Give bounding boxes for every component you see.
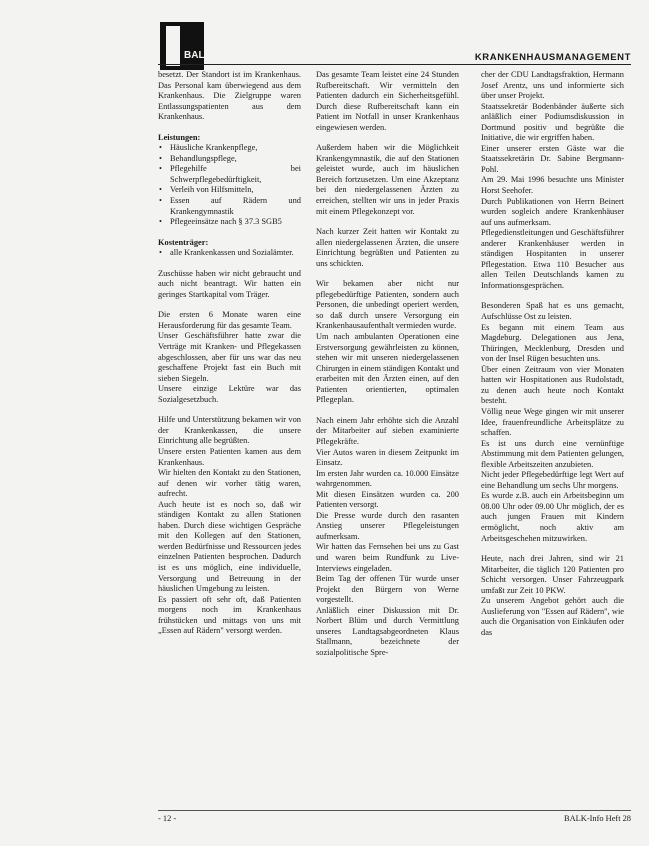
paragraph: Staatssekretär Bodenbänder äußerte sich anläßlich einer Podiumsdiskussion in Dortmund positiv und begrüßte die Initiative, die wir ergriffen haben. [481,101,624,143]
paragraph: Im ersten Jahr wurden ca. 10.000 Einsätze wahrgenommen. [316,468,459,489]
paragraph: Besonderen Spaß hat es uns gemacht, Aufschlüsse Ost zu leisten. [481,301,624,322]
paragraph: Es begann mit einem Team aus Magdeburg. Delegationen aus Jena, Thüringen, Mecklenburg, Dresden und von der Insel Rügen besuchten uns. [481,322,624,364]
paragraph: cher der CDU Landtagsfraktion, Hermann Josef Arentz, uns und informierte sich über unser Projekt. [481,70,624,101]
paragraph: Unser Geschäftsführer hatte zwar die Verträge mit Kranken- und Pflegekassen abgeschlossen, aber für uns war das neu geschaffene Projekt fast ein Buch mit sieben Siegeln. [158,331,301,383]
header-rule [158,64,631,65]
page-number: - 12 - [158,814,177,823]
paragraph: Einer unserer ersten Gäste war die Staatssekretärin Dr. Sabine Bergmann-Pohl. [481,143,624,174]
kostentraeger-heading: Kostenträger: [158,237,209,247]
paragraph: Vier Autos waren in diesem Zeitpunkt im Einsatz. [316,447,459,468]
paragraph: Zuschüsse haben wir nicht gebraucht und auch nicht beantragt. Wir hatten ein geringes Startkapital vom Träger. [158,268,301,299]
paragraph: besetzt. Der Standort ist im Krankenhaus. Das Personal kam überwiegend aus dem Krankenhaus. Die Zielgruppe waren Entlassungspatienten aus dem Krankenhaus. [158,70,301,122]
paragraph: Auch heute ist es noch so, daß wir ständigen Kontakt zu allen Stationen haben. Durch diese wichtigen Gespräche mit den Kollegen auf den Stationen, werden Bedürfnisse und Ressourcen jedes einzelnen Patienten besprochen. Dadurch ist es uns möglich, eine individuelle, Versorgung und Betreuung in der häuslichen Umgebung zu leisten. [158,499,301,594]
list-item: • Häusliche Krankenpflege, [158,143,301,154]
paragraph: Es ist uns durch eine vernünftige Abstimmung mit dem Patienten gelungen, flexible Arbeitszeiten anzubieten. [481,438,624,469]
text-column-3 [481,70,624,638]
list-item: • Behandlungspflege, [158,154,301,165]
paragraph: Mit diesen Einsätzen wurden ca. 200 Patienten versorgt. [316,489,459,510]
paragraph: Hilfe und Unterstützung bekamen wir von der Krankenkassen, die unsere Einrichtung alle begrüßten. [158,415,301,446]
paragraph: Nach kurzer Zeit hatten wir Kontakt zu allen niedergelassenen Ärzten, die unsere Einrichtung begrüßten und Patienten zu uns schickten. [316,227,459,268]
svg-text:BALK: BALK [184,50,212,61]
list-item: • Pflegeeinsätze nach § 37.3 SGB5 [158,217,301,228]
paragraph: Die ersten 6 Monate waren eine Herausforderung für das gesamte Team. [158,310,301,330]
paragraph: Unsere einzige Lektüre war das Sozialgesetzbuch. [158,384,301,404]
paragraph: Wir hielten den Kontakt zu den Stationen, auf denen wir vorher tätig waren, aufrecht. [158,468,301,499]
list-item: • Essen auf Rädern und Krankengymnastik [158,196,301,217]
paragraph: Am 29. Mai 1996 besuchte uns Minister Horst Seehofer. [481,175,624,196]
paragraph: Wir bekamen aber nicht nur pflegebedürftige Patienten, sondern auch Personen, die unbedingt operiert werden, so daß durch unsere Versorgung ein Krankenhausaufenthalt vermieden wurde. [316,279,459,331]
paragraph: Das gesamte Team leistet eine 24 Stunden Rufbereitschaft. Wir vermitteln den Patienten dadurch ein Sicherheitsgefühl. Durch diese Rufbereitschaft kann ein Patient im Notfall in unser Krankenhaus eingewiesen werden. [316,70,459,132]
footer-rule [158,810,631,811]
paragraph: Es passiert oft sehr oft, daß Patienten morgens noch im Krankenhaus frühstücken und mittags von uns mit „Essen auf Rädern" versorgt werden. [158,594,301,636]
paragraph: Pflegedienstleitungen und Geschäftsführer anderer Krankenhäuser werden in ständigen Hospitanten in unserer Pflegestation. Etwa 110 Besucher aus allen Teilen Deutschlands kamen zu Informationsgesprächen. [481,228,624,290]
paragraph: Die Presse wurde durch den rasanten Anstieg unserer Pflegeleistungen aufmerksam. [316,510,459,541]
paragraph: Unsere ersten Patienten kamen aus dem Krankenhaus. [158,446,301,467]
text-column-1 [158,70,301,637]
list-item: • alle Krankenkassen und Sozialämter. [158,248,301,259]
paragraph: Heute, nach drei Jahren, sind wir 21 Mitarbeiter, die täglich 120 Patienten pro Schicht versorgen. Unser Fahrzeugpark umfaßt zur Zeit 10 PKW. [481,554,624,595]
paragraph: Durch Publikationen von Herrn Beinert wurden sogleich andere Krankenhäuser auf uns aufmerksam. [481,196,624,227]
paragraph: Wir hatten das Fernsehen bei uns zu Gast und waren beim Rundfunk zu Live-Interviews eingeladen. [316,542,459,573]
section-title: KRANKENHAUSMANAGEMENT [474,52,631,63]
paragraph: Völlig neue Wege gingen wir mit unserer Idee, frauenfreundliche Arbeitsplätze zu schaffen. [481,406,624,438]
paragraph: Anläßlich einer Diskussion mit Dr. Norbert Blüm und durch Vermittlung unseres Landtagsabgeordneten Klaus Stallmann, bezeichnete der sozialpolitische Spre- [316,605,459,657]
kostentraeger-list [158,248,301,259]
paragraph: Zu unserem Angebot gehört auch die Auslieferung von "Essen auf Rädern", wie auch die Organisation von Einkäufen oder das [481,596,624,637]
list-item: • Pflegehilfe bei Schwerpflegebedürftigkeit, [158,164,301,185]
balk-logo-icon [158,20,212,74]
leistungen-heading: Leistungen: [158,132,201,142]
paragraph: Beim Tag der offenen Tür wurde unser Projekt den Bürgern von Werne vorgestellt. [316,574,459,605]
issue-label: BALK-Info Heft 28 [564,814,631,823]
paragraph: Um nach ambulanten Operationen eine Erstversorgung gewährleisten zu können, stehen wir mit unseren niedergelassenen Chirurgen in einem ständigen Kontakt und erarbeiten mit den Ärzten einen, auf den Patienten orientierten, optimalen Pflegeplan. [316,332,459,405]
leistungen-list [158,143,301,227]
paragraph: Über einen Zeitraum von vier Monaten hatten wir Hospitationen aus Rudolstadt, zu denen auch heute noch Kontakt besteht. [481,364,624,406]
paragraph: Außerdem haben wir die Möglichkeit Krankengymnastik, die auf den Stationen geleistet wurde, auch im häuslichen Bereich fortzusetzen. Um eine Akzeptanz bei den niedergelassenen Ärzten zu erreichen, stellten wir uns in jeder Praxis mit einem Pflegekonzept vor. [316,143,459,216]
text-column-2 [316,70,459,658]
paragraph: Es wurde z.B. auch ein Arbeitsbeginn um 08.00 Uhr oder 09.00 Uhr möglich, der es auch jungen Frauen mit Kindern ermöglicht, noch aktiv am Arbeitsgeschehen mitzuwirken. [481,491,624,543]
paragraph: Nach einem Jahr erhöhte sich die Anzahl der Mitarbeiter auf sieben examinierte Pflegekräfte. [316,415,459,446]
list-item: • Verleih von Hilfsmitteln, [158,185,301,196]
paragraph: Nicht jeder Pflegebedürftige legt Wert auf eine Behandlung um sechs Uhr morgens. [481,470,624,490]
